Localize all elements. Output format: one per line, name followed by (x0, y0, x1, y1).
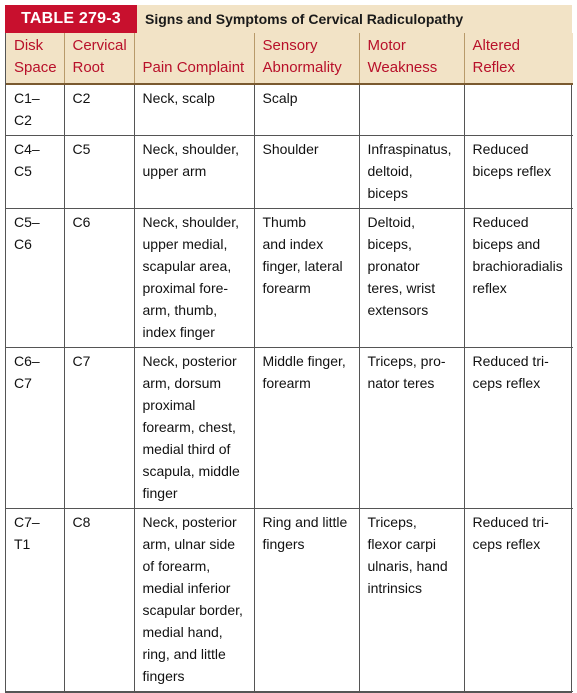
header-line: Disk (14, 37, 44, 54)
cell-disk-space (6, 209, 64, 348)
cell-disk-space (6, 84, 64, 136)
cell-line: C7–T1 (14, 514, 40, 552)
cell-line: Triceps, (367, 514, 417, 530)
cell-motor-weakness (359, 209, 464, 348)
cell-line: proximal (142, 397, 196, 413)
cell-line: C6 (72, 214, 91, 230)
cell-line: scapular area, (142, 258, 232, 274)
cell-line: forearm (262, 280, 311, 296)
cell-line: teres, wrist (367, 280, 436, 296)
cell-line: C5 (72, 141, 91, 157)
cell-line: pronator (367, 258, 420, 274)
header-line: Root (72, 59, 105, 76)
cell-line: Infraspinatus, (367, 141, 452, 157)
cell-line: Neck, posterior (142, 514, 237, 530)
cell-line: deltoid, (367, 163, 413, 179)
cell-line: Reduced tri- (472, 514, 549, 530)
cell-line: arm, ulnar side (142, 536, 236, 552)
cell-cervical-root (64, 84, 134, 136)
header-line: Reflex (472, 59, 516, 76)
cell-line: medial third of (142, 441, 231, 457)
cell-altered-reflex (464, 209, 573, 348)
table-title-bar (5, 5, 572, 33)
cell-line: biceps (367, 185, 408, 201)
cell-line: Neck, shoulder, (142, 141, 239, 157)
cell-sensory-abnormality (254, 136, 359, 209)
cell-line: fingers (142, 668, 185, 684)
header-line: Motor (367, 37, 406, 54)
cell-line: biceps reflex (472, 163, 552, 179)
cell-line: finger (142, 485, 178, 501)
cell-pain-complaint (134, 348, 254, 509)
cell-line: C7 (72, 353, 91, 369)
cell-line: Scalp (262, 90, 298, 106)
table-figure (5, 5, 572, 693)
cell-line: C1–C2 (14, 90, 40, 128)
table-row (6, 209, 573, 348)
cell-line: Reduced (472, 141, 529, 157)
cell-altered-reflex (464, 509, 573, 692)
cell-altered-reflex (464, 84, 573, 136)
header-sensory-abnormality (254, 33, 359, 84)
cell-line: forearm (262, 375, 311, 391)
radiculopathy-table (6, 33, 573, 692)
header-disk-space (6, 33, 64, 84)
cell-line: medial hand, (142, 624, 223, 640)
cell-line: forearm, chest, (142, 419, 236, 435)
table-title: Signs and Symptoms of Cervical Radiculopathy (145, 11, 464, 27)
header-line: Altered (472, 37, 521, 54)
cell-line: biceps, (367, 236, 412, 252)
cell-line: ring, and little (142, 646, 226, 662)
cell-line: brachioradialis (472, 258, 563, 274)
cell-line: C5–C6 (14, 214, 40, 252)
cell-line: fingers (262, 536, 305, 552)
cell-sensory-abnormality (254, 209, 359, 348)
cell-pain-complaint (134, 509, 254, 692)
cell-line: C8 (72, 514, 91, 530)
cell-line: ulnaris, hand (367, 558, 448, 574)
cell-line (368, 87, 456, 109)
cell-line: nator teres (367, 375, 435, 391)
header-line: Weakness (367, 59, 438, 76)
cell-sensory-abnormality (254, 84, 359, 136)
cell-line: medial inferior (142, 580, 231, 596)
table-number-badge: TABLE 279-3 (5, 5, 137, 33)
cell-line: index finger (142, 324, 215, 340)
cell-line: ceps reflex (472, 536, 541, 552)
cell-cervical-root (64, 348, 134, 509)
header-line: Abnormality (262, 59, 342, 76)
cell-motor-weakness (359, 348, 464, 509)
cell-line: finger, lateral (262, 258, 343, 274)
cell-line: Reduced tri- (472, 353, 549, 369)
cell-line: ceps reflex (472, 375, 541, 391)
header-altered-reflex (464, 33, 573, 84)
cell-pain-complaint (134, 136, 254, 209)
cell-line: Shoulder (262, 141, 319, 157)
cell-line: reflex (472, 280, 507, 296)
cell-line: and index (262, 236, 324, 252)
table-row (6, 348, 573, 509)
cell-line: Reduced (472, 214, 529, 230)
header-line: Sensory (262, 37, 318, 54)
header-cervical-root (64, 33, 134, 84)
table-row (6, 509, 573, 692)
cell-line: proximal fore- (142, 280, 229, 296)
cell-line: biceps and (472, 236, 541, 252)
header-pain-complaint (134, 33, 254, 84)
cell-disk-space (6, 348, 64, 509)
cell-line: intrinsics (367, 580, 422, 596)
cell-pain-complaint (134, 209, 254, 348)
cell-line: upper arm (142, 163, 207, 179)
cell-line: scapular border, (142, 602, 243, 618)
cell-line: of forearm, (142, 558, 211, 574)
cell-altered-reflex (464, 136, 573, 209)
cell-line: Triceps, pro- (367, 353, 446, 369)
cell-line: C6–C7 (14, 353, 40, 391)
cell-line: extensors (367, 302, 429, 318)
cell-line: Deltoid, (367, 214, 415, 230)
table-body (6, 84, 573, 692)
header-line: Space (14, 59, 57, 76)
header-motor-weakness (359, 33, 464, 84)
cell-line: arm, thumb, (142, 302, 218, 318)
cell-line: flexor carpi (367, 536, 436, 552)
cell-line: C2 (72, 90, 91, 106)
cell-line: Neck, posterior (142, 353, 237, 369)
header-line (143, 35, 246, 57)
header-row (6, 33, 573, 84)
table-row (6, 84, 573, 136)
cell-line: arm, dorsum (142, 375, 222, 391)
cell-motor-weakness (359, 136, 464, 209)
table-row (6, 136, 573, 209)
cell-line: C4–C5 (14, 141, 40, 179)
cell-line: Thumb (262, 214, 307, 230)
cell-altered-reflex (464, 348, 573, 509)
cell-cervical-root (64, 509, 134, 692)
cell-cervical-root (64, 209, 134, 348)
cell-line: Middle finger, (262, 353, 346, 369)
header-line: Cervical (72, 37, 127, 54)
cell-pain-complaint (134, 84, 254, 136)
cell-cervical-root (64, 136, 134, 209)
cell-motor-weakness (359, 509, 464, 692)
header-line: Pain Complaint (142, 59, 245, 76)
cell-motor-weakness (359, 84, 464, 136)
cell-disk-space (6, 509, 64, 692)
cell-line: scapula, middle (142, 463, 240, 479)
cell-sensory-abnormality (254, 348, 359, 509)
cell-line: upper medial, (142, 236, 228, 252)
cell-disk-space (6, 136, 64, 209)
cell-line: Neck, shoulder, (142, 214, 239, 230)
cell-sensory-abnormality (254, 509, 359, 692)
cell-line: Neck, scalp (142, 90, 215, 106)
cell-line: Ring and little (262, 514, 348, 530)
cell-line (473, 87, 566, 109)
